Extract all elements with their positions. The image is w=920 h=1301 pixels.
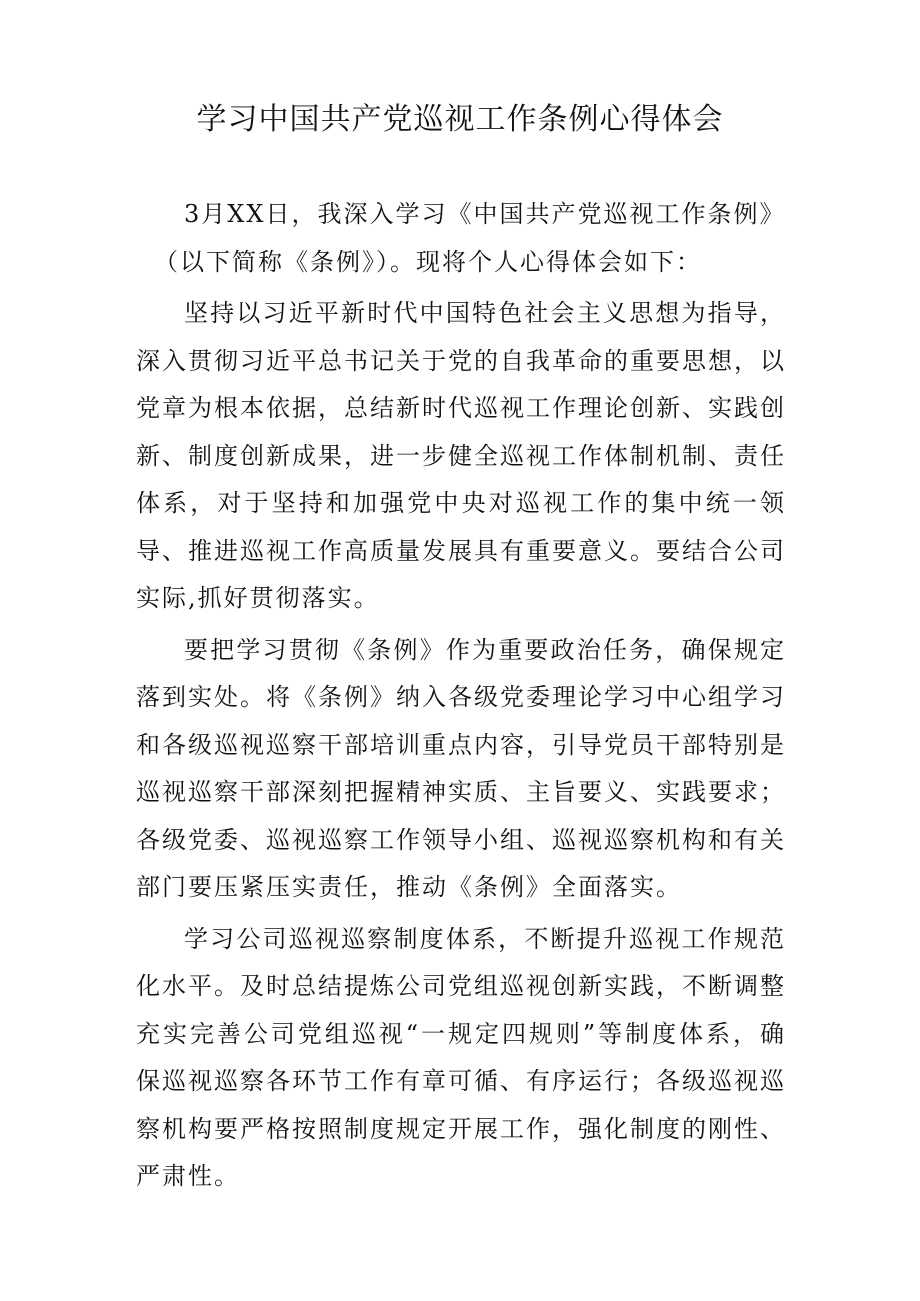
paragraph-political-task: 要把学习贯彻《条例》作为重要政治任务，确保规定落到实处。将《条例》纳入各级党委理论学习中心组学习和各级巡视巡察干部培训重点内容，引导党员干部特别是巡视巡察干部深刻把握精神实质、主旨要义、实践要求；各级党委、巡视巡察工作领导小组、巡视巡察机构和有关部门要压紧压实责任，推动《条例》全面落实。 [136, 635, 786, 901]
intro-paragraph [136, 191, 786, 286]
document-title: 学习中国共产党巡视工作条例心得体会 [196, 102, 724, 137]
paragraph-guidance: 坚持以习近平新时代中国特色社会主义思想为指导，深入贯彻习近平总书记关于党的自我革命的重要思想，以党章为根本依据，总结新时代巡视工作理论创新、实践创新、制度创新成果，进一步健全巡视工作体制机制、责任体系，对于坚持和加强党中央对巡视工作的集中统一领导、推进巡视工作高质量发展具有重要意义。要结合公司实际,抓好贯彻落实。 [136, 299, 786, 612]
document-body [136, 191, 786, 1205]
intro-line-2: （以下简称《条例》）。现将个人心得体会如下： [154, 247, 702, 276]
intro-line-1: 3月XX日，我深入学习《中国共产党巡视工作条例》 [184, 200, 786, 228]
paragraph-system: 学习公司巡视巡察制度体系，不断提升巡视工作规范化水平。及时总结提炼公司党组巡视创新实践，不断调整充实完善公司党组巡视“一规定四规则”等制度体系，确保巡视巡察各环节工作有章可循、有序运行；各级巡视巡察机构要严格按照制度规定开展工作，强化制度的刚性、严肃性。 [136, 924, 786, 1190]
